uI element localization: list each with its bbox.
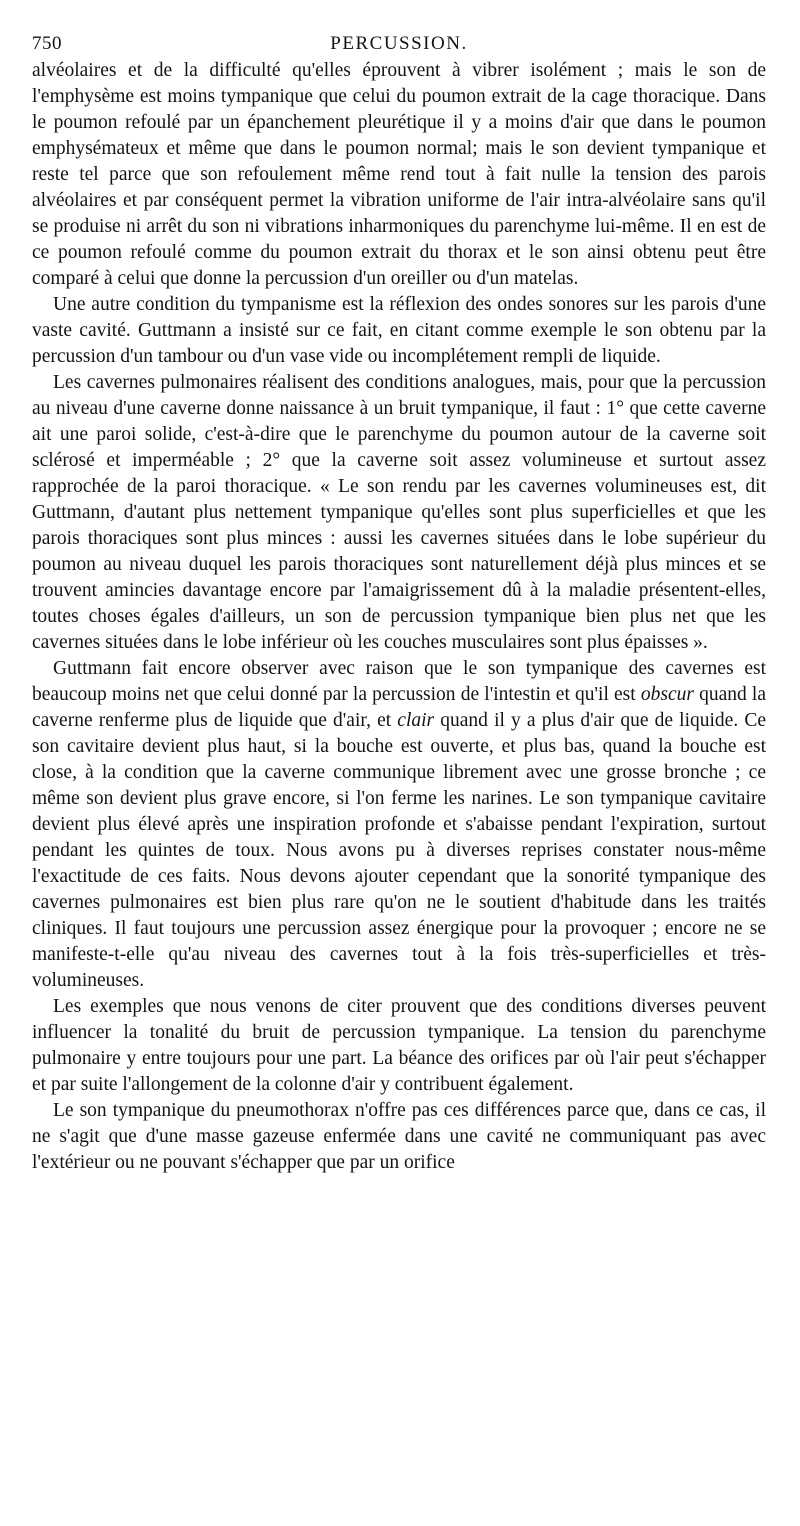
- document-page: [32, 30, 766, 1176]
- page-number: 750: [32, 33, 62, 54]
- paragraph-reflection: Une autre condition du tympanisme est la réflexion des ondes sonores sur les parois d'une vaste cavité. Guttmann a insisté sur ce fait, en citant comme exemple le son obtenu par la percussion d'un tambour ou d'un vase vide ou incomplétement rempli de liquide.: [32, 294, 766, 367]
- running-head: [32, 30, 766, 58]
- paragraph-pneumothorax: Le son tympanique du pneumothorax n'offre pas ces différences parce que, dans ce cas, il ne s'agit que d'une masse gazeuse enfermée dans une cavité ne communiquant pas avec l'extérieur ou ne pouvant s'échapper que par un orifice: [32, 1100, 766, 1173]
- guttmann-text-1: Guttmann fait encore observer avec raison que le son tympanique des cavernes est beaucoup moins net que celui donné par la percussion de l'intestin et qu'il est: [32, 658, 766, 705]
- paragraph-guttmann: [32, 656, 766, 994]
- running-title: PERCUSSION.: [330, 33, 468, 54]
- paragraph-exemples: Les exemples que nous venons de citer prouvent que des conditions diverses peuvent influencer la tonalité du bruit de percussion tympanique. La tension du parenchyme pulmonaire y entre toujours pour une part. La béance des orifices par où l'air peut s'échapper et par suite l'allongement de la colonne d'air y contribuent également.: [32, 996, 766, 1095]
- italic-obscur: obscur: [640, 684, 694, 705]
- paragraph-cavernes: Les cavernes pulmonaires réalisent des conditions analogues, mais, pour que la percussion au niveau d'une caverne donne naissance à un bruit tympanique, il faut : 1° que cette caverne ait une paroi solide, c'est-à-dire que le parenchyme du poumon autour de la caverne soit sclérosé et imperméable ; 2° que la caverne soit assez volumineuse et surtout assez rapprochée de la paroi thoracique. « Le son rendu par les cavernes volumineuses est, dit Guttmann, d'autant plus nettement tympanique qu'elles sont plus superficielles et que les parois thoraciques sont plus minces : aussi les cavernes situées dans le lobe supérieur du poumon au niveau duquel les parois thoraciques sont naturellement déjà plus minces et se trouvent amincies davantage encore par l'amaigrissement dû à la maladie présentent-elles, toutes choses égales d'ailleurs, un son de percussion tympanique bien plus net que les cavernes situées dans le lobe inférieur où les couches musculaires sont plus épaisses ».: [32, 372, 766, 653]
- paragraph-continued: alvéolaires et de la difficulté qu'elles éprouvent à vibrer isolément ; mais le son de l'emphysème est moins tympanique que celui du poumon extrait de la cage thoracique. Dans le poumon refoulé par un épanchement pleurétique il y a moins d'air que dans le poumon emphysémateux et même que dans le poumon normal; mais le son devient tympanique et reste tel parce que son refoulement même rend tout à fait nulle la tension des parois alvéolaires et par conséquent permet la vibration uniforme de l'air intra-alvéolaire sans qu'il se produise ni arrêt du son ni vibrations inharmoniques du parenchyme lui-même. Il en est de ce poumon refoulé comme du poumon extrait du thorax et le son ainsi obtenu peut être comparé à celui que donne la percussion d'un oreiller ou d'un matelas.: [32, 60, 766, 289]
- guttmann-text-3: quand il y a plus d'air que de liquide. Ce son cavitaire devient plus haut, si la bouche est ouverte, et plus bas, quand la bouche est close, à la condition que la caverne communique librement avec une grosse bronche ; ce même son devient plus grave encore, si l'on ferme les narines. Le son tympanique cavitaire devient plus élevé après une inspiration profonde et s'abaisse pendant l'expiration, surtout pendant les quintes de toux. Nous avons pu à diverses reprises constater nous-même l'exactitude de ces faits. Nous devons ajouter cependant que la sonorité tympanique des cavernes pulmonaires est bien plus rare qu'on ne le soutient d'habitude dans les traités cliniques. Il faut toujours une percussion assez énergique pour la provoquer ; encore ne se manifeste-t-elle qu'au niveau des cavernes tout à la fois très-superficielles et très-volumineuses.: [32, 710, 766, 991]
- italic-clair: clair: [397, 710, 435, 731]
- guttmann-text-2: quand la caverne renferme plus de liquide que d'air, et: [32, 684, 766, 731]
